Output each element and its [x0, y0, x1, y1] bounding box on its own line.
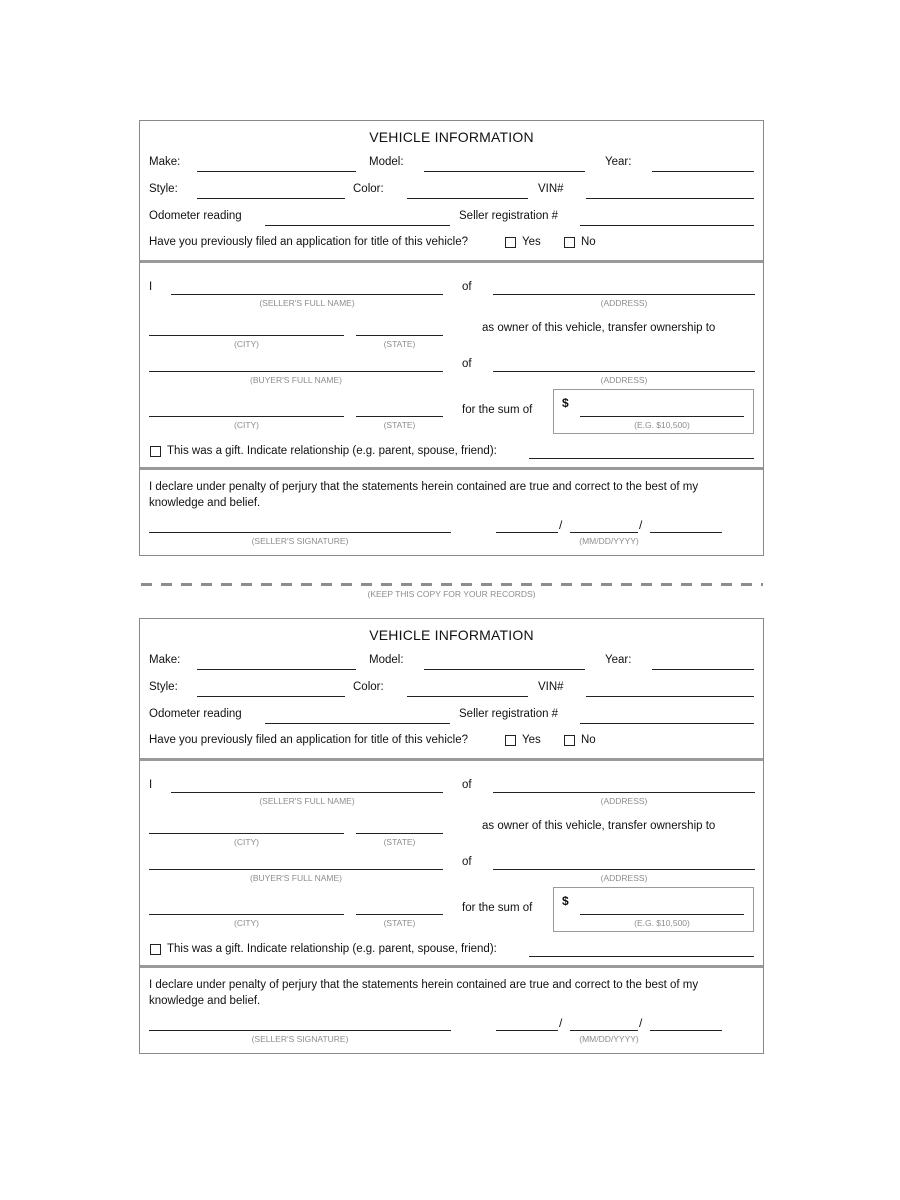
sellers-full-name-caption: (SELLER'S FULL NAME) — [259, 298, 355, 308]
prior-title-question-2: Have you previously filed an application for title of this vehicle? — [149, 734, 468, 746]
of-label-2: of — [462, 358, 472, 370]
gift-checkbox[interactable] — [150, 446, 161, 457]
for-the-sum-of-label: for the sum of — [462, 404, 533, 416]
transfer-section-2 — [140, 758, 763, 965]
make-label: Make: — [149, 156, 181, 168]
odometer-label-2: Odometer reading — [149, 708, 242, 720]
date-month-input-line-2[interactable] — [496, 1030, 558, 1031]
date-day-input-line-2[interactable] — [570, 1030, 638, 1031]
of-label-1-2: of — [462, 779, 472, 791]
year-label-2: Year: — [605, 654, 632, 666]
style-label-2: Style: — [149, 681, 178, 693]
dollar-sign: $ — [562, 396, 569, 410]
date-year-input-line-2[interactable] — [650, 1030, 722, 1031]
seller-name-input-line-2[interactable] — [171, 792, 443, 793]
odometer-input-line[interactable] — [265, 225, 450, 226]
seller-signature-input-line-2[interactable] — [149, 1030, 451, 1031]
vehicle-information-section-2 — [140, 619, 763, 758]
sellers-signature-caption-2: (SELLER'S SIGNATURE) — [251, 1034, 349, 1044]
buyer-state-input-line[interactable] — [356, 416, 443, 417]
bill-of-sale-copy-2 — [139, 618, 764, 1054]
prior-title-yes-checkbox-2[interactable] — [505, 735, 516, 746]
seller-address-input-line-2[interactable] — [493, 792, 755, 793]
seller-signature-input-line[interactable] — [149, 532, 451, 533]
date-separator-2-2: / — [639, 1016, 643, 1030]
style-color-vin-row — [140, 181, 763, 201]
buyer-address-caption: (ADDRESS) — [600, 375, 648, 385]
year-label: Year: — [605, 156, 632, 168]
i-label: I — [149, 281, 153, 293]
prior-title-row-2 — [140, 732, 763, 752]
seller-registration-input-line-2[interactable] — [580, 723, 754, 724]
seller-state-caption: (STATE) — [383, 339, 416, 349]
seller-address-caption: (ADDRESS) — [600, 298, 648, 308]
buyer-city-caption: (CITY) — [233, 420, 260, 430]
sum-input-line[interactable] — [580, 416, 744, 417]
of-label-2-2: of — [462, 856, 472, 868]
buyer-name-input-line-2[interactable] — [149, 869, 443, 870]
date-caption: (MM/DD/YYYY) — [579, 536, 639, 546]
of-label-1: of — [462, 281, 472, 293]
declaration-text-2: I declare under penalty of perjury that the statements herein contained are true and correct to the best of my knowledge and belief. — [149, 979, 699, 1007]
odometer-input-line-2[interactable] — [265, 723, 450, 724]
i-label-2: I — [149, 779, 153, 791]
declaration-text: I declare under penalty of perjury that the statements herein contained are true and correct to the best of my knowledge and belief. — [149, 481, 699, 509]
color-label: Color: — [353, 183, 384, 195]
make-model-year-row — [140, 154, 763, 174]
buyers-full-name-caption-2: (BUYER'S FULL NAME) — [250, 873, 342, 883]
color-input-line-2[interactable] — [407, 696, 528, 697]
seller-city-input-line[interactable] — [149, 335, 344, 336]
prior-title-no-label-2: No — [581, 734, 596, 746]
make-model-year-row-2 — [140, 652, 763, 672]
seller-address-caption-2: (ADDRESS) — [600, 796, 648, 806]
vin-input-line-2[interactable] — [586, 696, 754, 697]
dollar-sign-2: $ — [562, 894, 569, 908]
date-year-input-line[interactable] — [650, 532, 722, 533]
seller-state-caption-2: (STATE) — [383, 837, 416, 847]
prior-title-no-checkbox[interactable] — [564, 237, 575, 248]
model-label-2: Model: — [369, 654, 404, 666]
vehicle-information-title: VEHICLE INFORMATION — [369, 129, 534, 145]
vehicle-information-title-2: VEHICLE INFORMATION — [369, 627, 534, 643]
buyer-address-input-line[interactable] — [493, 371, 755, 372]
prior-title-no-label: No — [581, 236, 596, 248]
buyer-state-caption: (STATE) — [383, 420, 416, 430]
prior-title-no-checkbox-2[interactable] — [564, 735, 575, 746]
for-the-sum-of-label-2: for the sum of — [462, 902, 533, 914]
sellers-signature-caption: (SELLER'S SIGNATURE) — [251, 536, 349, 546]
make-label-2: Make: — [149, 654, 181, 666]
buyer-name-input-line[interactable] — [149, 371, 443, 372]
buyer-address-input-line-2[interactable] — [493, 869, 755, 870]
style-label: Style: — [149, 183, 178, 195]
date-separator-1-2: / — [559, 1016, 563, 1030]
owner-statement-2: as owner of this vehicle, transfer ownership to — [482, 820, 716, 832]
odometer-registration-row-2 — [140, 706, 763, 726]
seller-registration-label: Seller registration # — [459, 210, 559, 222]
color-label-2: Color: — [353, 681, 384, 693]
bill-of-sale-copy-1 — [139, 120, 764, 556]
seller-city-caption: (CITY) — [233, 339, 260, 349]
seller-state-input-line-2[interactable] — [356, 833, 443, 834]
sum-input-line-2[interactable] — [580, 914, 744, 915]
year-input-line-2[interactable] — [652, 669, 754, 670]
buyers-full-name-caption: (BUYER'S FULL NAME) — [250, 375, 342, 385]
declaration-section-2 — [140, 965, 763, 1053]
gift-checkbox-label-2: This was a gift. Indicate relationship (e.g. parent, spouse, friend): — [167, 943, 497, 955]
buyer-city-caption-2: (CITY) — [233, 918, 260, 928]
odometer-registration-row — [140, 208, 763, 228]
gift-relationship-input-line[interactable] — [529, 458, 754, 459]
declaration-section — [140, 467, 763, 555]
prior-title-row — [140, 234, 763, 254]
transfer-section — [140, 260, 763, 467]
prior-title-yes-label: Yes — [522, 236, 541, 248]
seller-address-input-line[interactable] — [493, 294, 755, 295]
model-input-line-2[interactable] — [424, 669, 585, 670]
seller-registration-input-line[interactable] — [580, 225, 754, 226]
gift-relationship-input-line-2[interactable] — [529, 956, 754, 957]
buyer-city-input-line-2[interactable] — [149, 914, 344, 915]
model-input-line[interactable] — [424, 171, 585, 172]
odometer-label: Odometer reading — [149, 210, 242, 222]
vehicle-information-section — [140, 121, 763, 260]
vin-input-line[interactable] — [586, 198, 754, 199]
model-label: Model: — [369, 156, 404, 168]
prior-title-yes-label-2: Yes — [522, 734, 541, 746]
buyer-state-caption-2: (STATE) — [383, 918, 416, 928]
prior-title-question: Have you previously filed an application for title of this vehicle? — [149, 236, 468, 248]
date-day-input-line[interactable] — [570, 532, 638, 533]
sum-box — [553, 389, 754, 434]
style-color-vin-row-2 — [140, 679, 763, 699]
gift-checkbox-label: This was a gift. Indicate relationship (e.g. parent, spouse, friend): — [167, 445, 497, 457]
vin-label-2: VIN# — [538, 681, 564, 693]
sum-box-2 — [553, 887, 754, 932]
sum-example-caption: (E.G. $10,500) — [634, 420, 690, 430]
make-input-line[interactable] — [197, 171, 356, 172]
prior-title-yes-checkbox[interactable] — [505, 237, 516, 248]
date-separator-2: / — [639, 518, 643, 532]
buyer-state-input-line-2[interactable] — [356, 914, 443, 915]
buyer-city-input-line[interactable] — [149, 416, 344, 417]
gift-checkbox-2[interactable] — [150, 944, 161, 955]
seller-city-caption-2: (CITY) — [233, 837, 260, 847]
date-caption-2: (MM/DD/YYYY) — [579, 1034, 639, 1044]
seller-registration-label-2: Seller registration # — [459, 708, 559, 720]
date-month-input-line[interactable] — [496, 532, 558, 533]
buyer-address-caption-2: (ADDRESS) — [600, 873, 648, 883]
seller-name-input-line[interactable] — [171, 294, 443, 295]
style-input-line-2[interactable] — [197, 696, 345, 697]
sum-example-caption-2: (E.G. $10,500) — [634, 918, 690, 928]
seller-state-input-line[interactable] — [356, 335, 443, 336]
color-input-line[interactable] — [407, 198, 528, 199]
sellers-full-name-caption-2: (SELLER'S FULL NAME) — [259, 796, 355, 806]
tear-line — [141, 583, 763, 586]
date-separator-1: / — [559, 518, 563, 532]
tear-line-caption: (KEEP THIS COPY FOR YOUR RECORDS) — [367, 589, 536, 599]
owner-statement: as owner of this vehicle, transfer ownership to — [482, 322, 716, 334]
style-input-line[interactable] — [197, 198, 345, 199]
make-input-line-2[interactable] — [197, 669, 356, 670]
vin-label: VIN# — [538, 183, 564, 195]
year-input-line[interactable] — [652, 171, 754, 172]
seller-city-input-line-2[interactable] — [149, 833, 344, 834]
